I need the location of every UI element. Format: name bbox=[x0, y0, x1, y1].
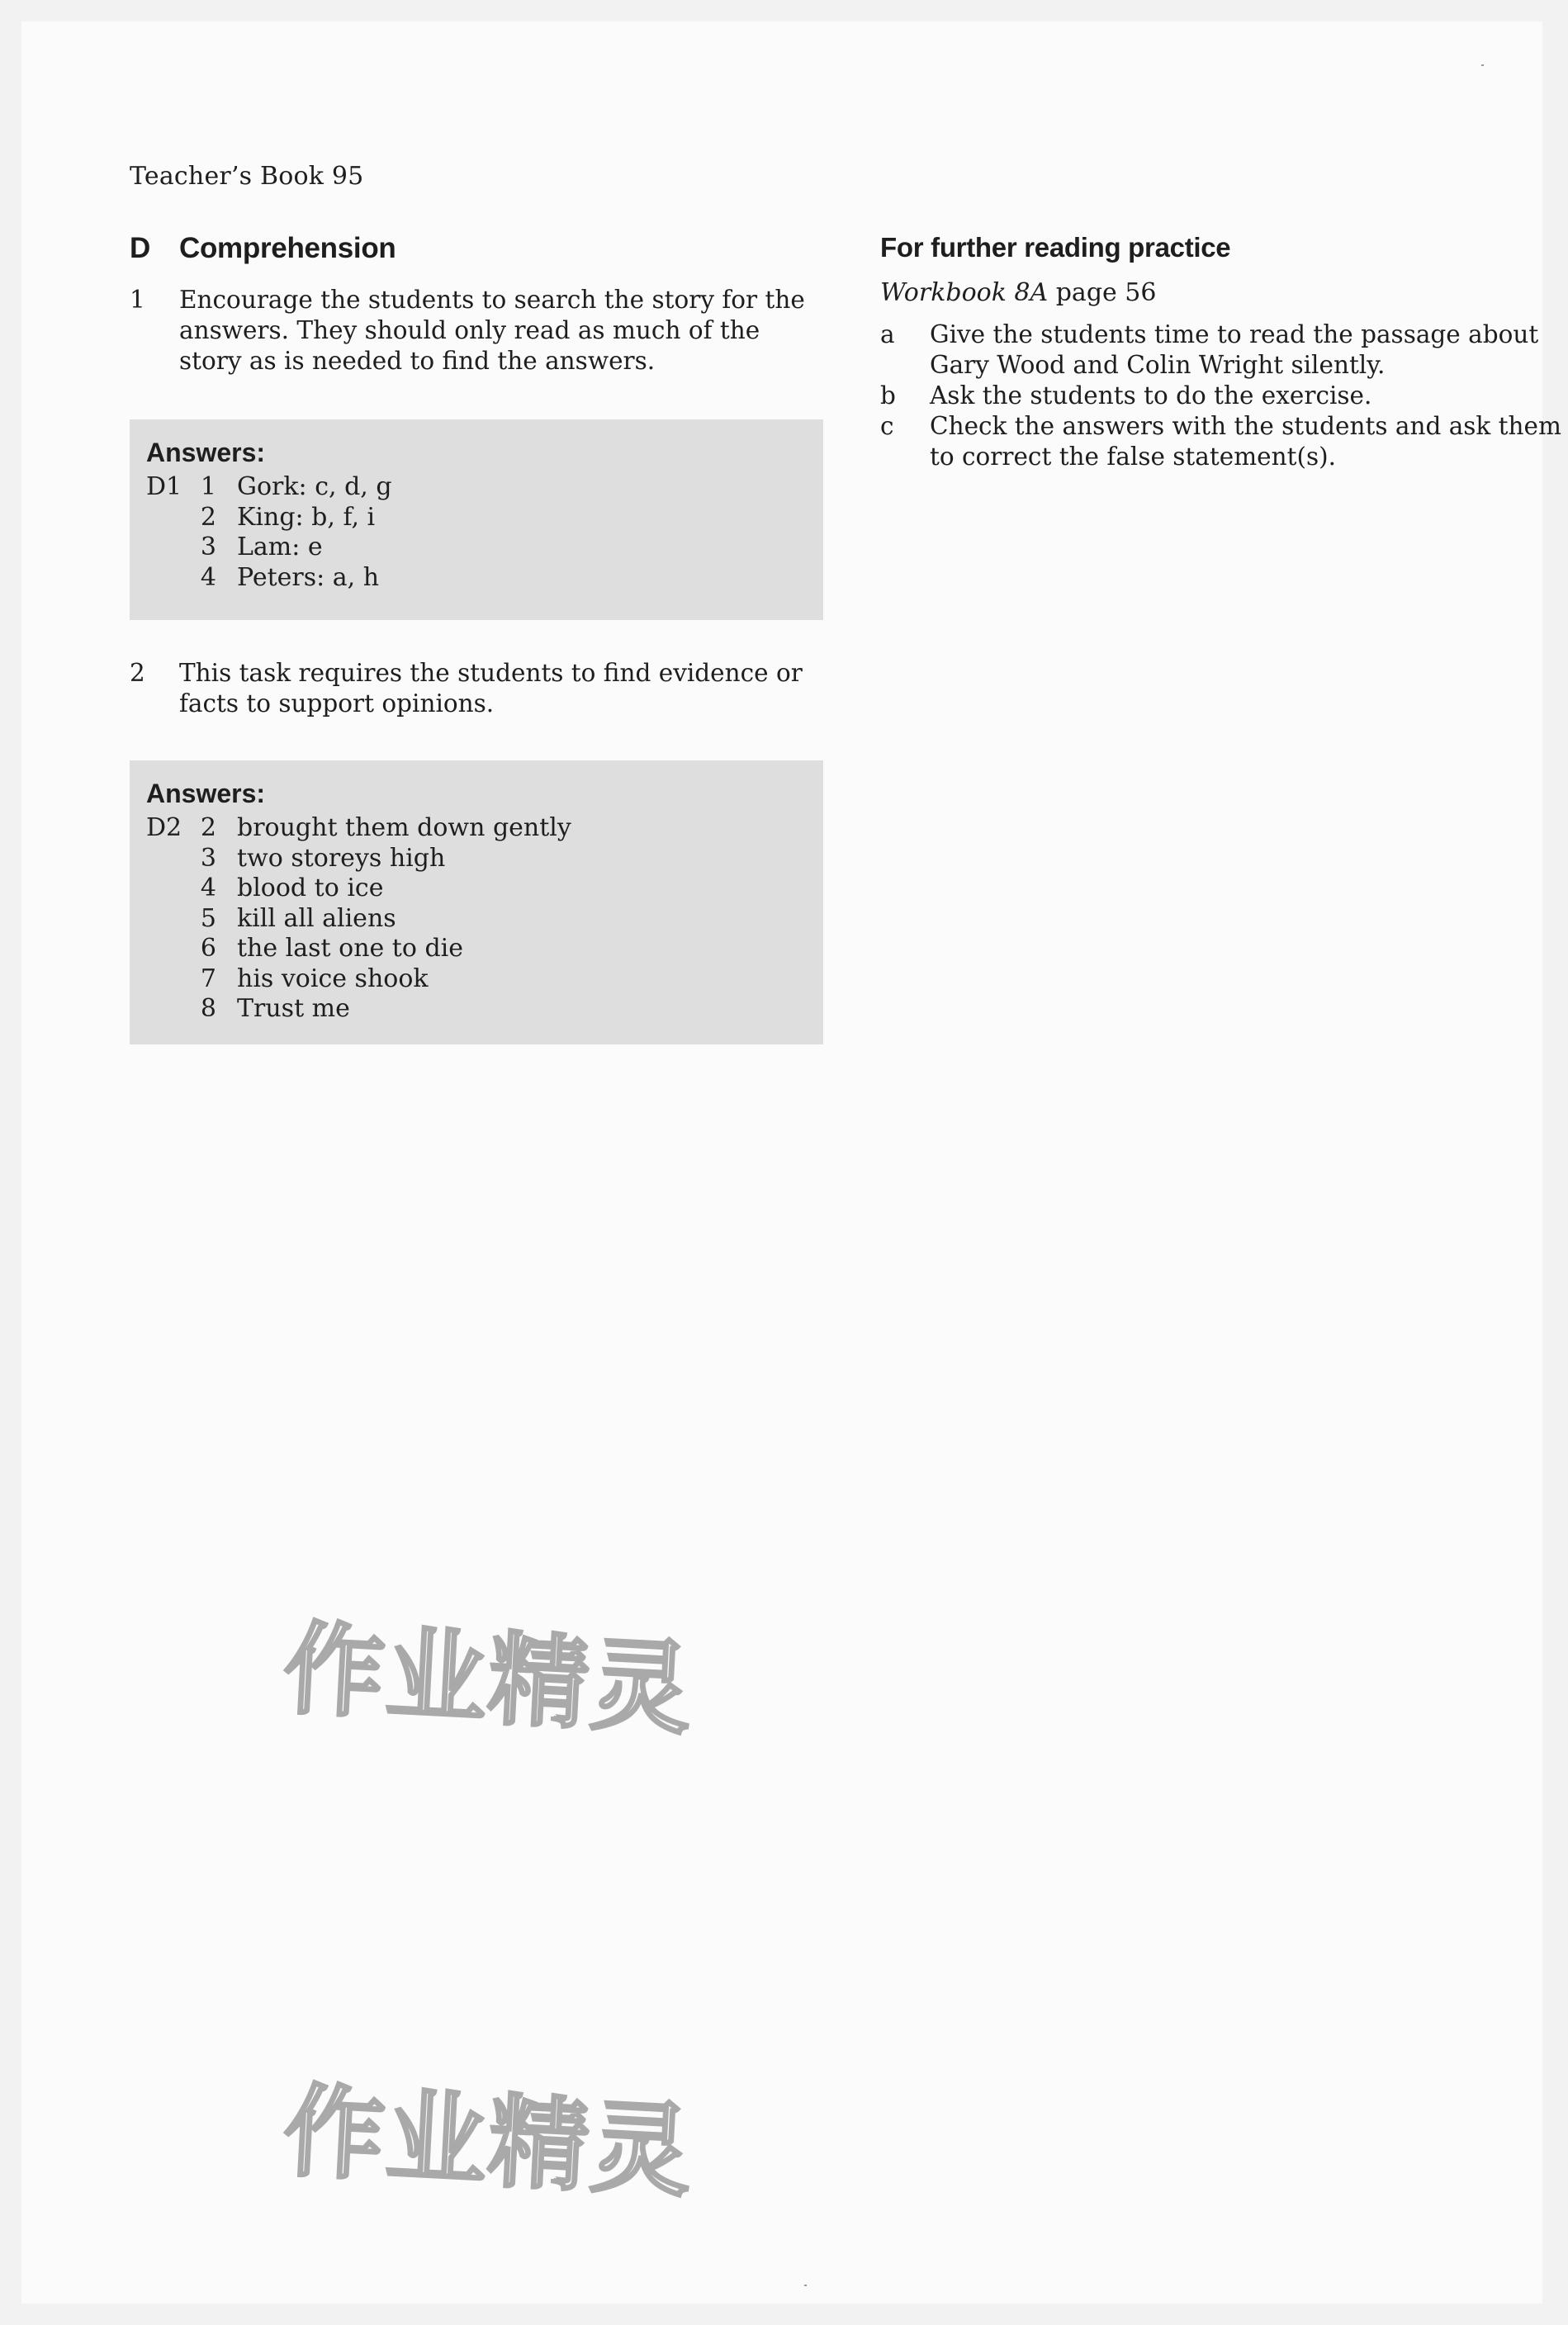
paragraph-text: Encourage the students to search the story for the answers. They should only read as much of the story as is needed to find the answers. bbox=[179, 286, 805, 375]
scan-speck bbox=[1481, 64, 1484, 66]
further-reading-item bbox=[880, 381, 1566, 411]
answer-reference bbox=[146, 874, 192, 904]
item-text: Ask the students to do the exercise. bbox=[930, 381, 1372, 410]
answers-box-d1 bbox=[130, 419, 823, 620]
answer-number: 3 bbox=[200, 843, 216, 873]
answer-text: blood to ice bbox=[237, 874, 384, 902]
answer-reference: D2 bbox=[146, 813, 182, 842]
answer-reference bbox=[146, 503, 192, 533]
answer-number: 4 bbox=[200, 874, 216, 902]
answer-reference bbox=[146, 934, 192, 964]
paragraph-1 bbox=[130, 285, 823, 376]
answer-row bbox=[146, 813, 807, 844]
answer-text: Gork: c, d, g bbox=[237, 472, 392, 501]
further-reading-heading: For further reading practice bbox=[880, 232, 1231, 263]
paragraph-number: 2 bbox=[130, 659, 145, 687]
item-letter: c bbox=[880, 412, 894, 440]
item-letter: a bbox=[880, 320, 895, 348]
answer-text: Lam: e bbox=[237, 533, 323, 561]
answer-number: 2 bbox=[200, 813, 216, 842]
answer-number: 5 bbox=[200, 903, 216, 933]
answer-number: 3 bbox=[200, 533, 216, 561]
answer-reference bbox=[146, 844, 192, 874]
answer-number: 8 bbox=[200, 994, 216, 1023]
watermark-logo: 作业精灵 bbox=[281, 1610, 696, 1749]
item-text: Check the answers with the students and ask them to correct the false statement(s). bbox=[930, 412, 1561, 471]
answer-row bbox=[146, 994, 807, 1025]
answer-text: brought them down gently bbox=[237, 813, 571, 842]
item-text: Give the students time to read the passage about Gary Wood and Colin Wright silently. bbox=[930, 320, 1539, 379]
answer-number: 6 bbox=[200, 934, 216, 963]
answer-row bbox=[146, 904, 807, 935]
answer-row bbox=[146, 503, 807, 533]
answer-number: 4 bbox=[200, 562, 216, 592]
section-letter: D bbox=[130, 232, 150, 264]
answer-text: two storeys high bbox=[237, 843, 446, 873]
workbook-reference bbox=[880, 277, 1566, 310]
answer-text: the last one to die bbox=[237, 934, 464, 963]
paragraph-2 bbox=[130, 658, 823, 719]
answer-row bbox=[146, 533, 807, 563]
answer-text: kill all aliens bbox=[237, 903, 396, 933]
answer-reference bbox=[146, 563, 192, 594]
workbook-page: page 56 bbox=[1048, 278, 1157, 307]
answers-box-d2 bbox=[130, 760, 823, 1044]
further-reading-item bbox=[880, 320, 1566, 381]
answers-title: Answers: bbox=[146, 779, 266, 808]
item-letter: b bbox=[880, 381, 896, 410]
answer-reference bbox=[146, 964, 192, 995]
answer-reference bbox=[146, 904, 192, 935]
answer-row bbox=[146, 874, 807, 904]
answer-text: Peters: a, h bbox=[237, 562, 380, 592]
section-title: Comprehension bbox=[179, 232, 396, 264]
answer-text: his voice shook bbox=[237, 964, 429, 993]
answer-row bbox=[146, 844, 807, 874]
answer-number: 1 bbox=[200, 472, 216, 501]
answer-number: 7 bbox=[200, 964, 216, 993]
answer-row bbox=[146, 934, 807, 964]
answer-text: Trust me bbox=[237, 994, 350, 1023]
further-reading-list bbox=[880, 320, 1566, 472]
answers-list bbox=[146, 472, 807, 593]
answer-row bbox=[146, 472, 807, 503]
answers-list bbox=[146, 813, 807, 1025]
page-header: Teacher’s Book 95 bbox=[130, 162, 364, 191]
answer-row bbox=[146, 563, 807, 594]
answer-number: 2 bbox=[200, 502, 216, 532]
answer-row bbox=[146, 964, 807, 995]
further-reading-item bbox=[880, 411, 1566, 472]
answer-reference: D1 bbox=[146, 472, 182, 501]
section-heading-comprehension bbox=[130, 232, 823, 268]
answer-text: King: b, f, i bbox=[237, 502, 376, 532]
answer-reference bbox=[146, 533, 192, 563]
scan-speck bbox=[804, 2285, 807, 2286]
answer-reference bbox=[146, 994, 192, 1025]
left-column bbox=[130, 232, 823, 1044]
answers-title: Answers: bbox=[146, 438, 266, 467]
paragraph-number: 1 bbox=[130, 286, 145, 314]
document-page bbox=[21, 21, 1561, 2304]
paragraph-text: This task requires the students to find evidence or facts to support opinions. bbox=[179, 659, 803, 717]
workbook-name: Workbook 8A bbox=[880, 278, 1049, 307]
watermark-logo: 作业精灵 bbox=[281, 2072, 696, 2211]
right-column bbox=[880, 232, 1566, 472]
